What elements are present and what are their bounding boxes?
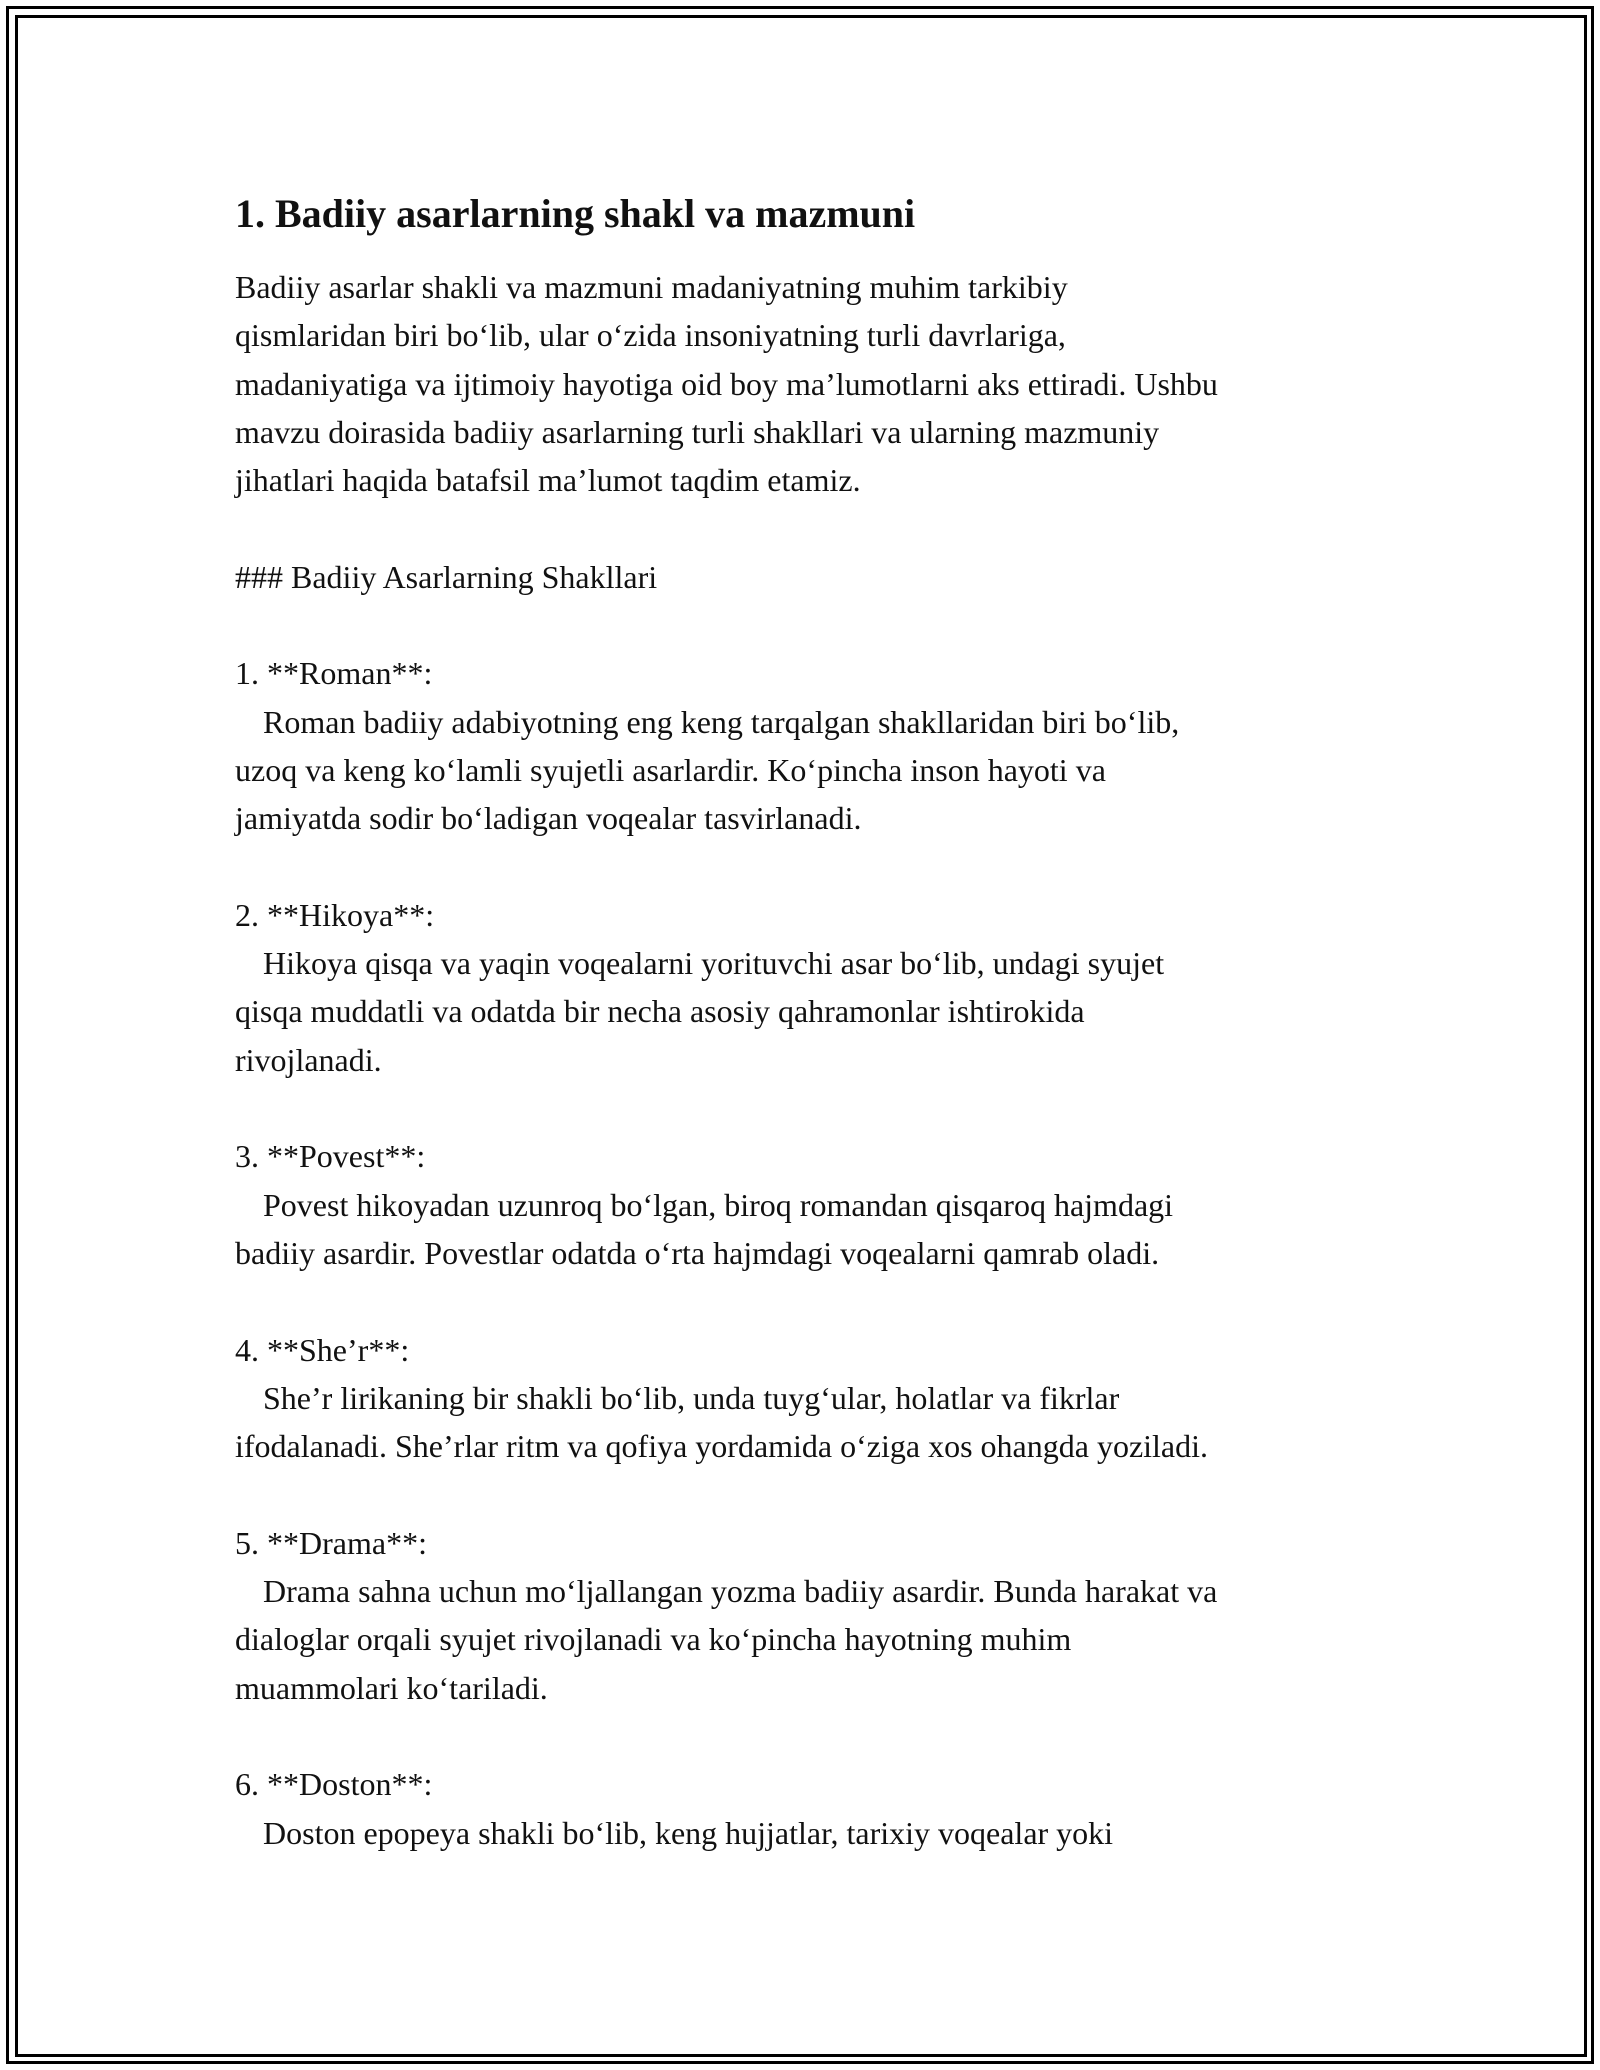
list-item-heading: 5. **Drama**: <box>235 1524 427 1561</box>
list-item-line: Hikoya qisqa va yaqin voqealarni yorituvchi asar bo‘lib, undagi syujet <box>263 945 1165 982</box>
section-heading: ### Badiiy Asarlarning Shakllari <box>235 558 658 595</box>
list-item-line: She’r lirikaning bir shakli bo‘lib, unda tuyg‘ular, holatlar va fikrlar <box>263 1379 1120 1416</box>
list-item-heading: 4. **She’r**: <box>235 1331 410 1368</box>
document-body <box>235 185 1365 1857</box>
list-item-line: Roman badiiy adabiyotning eng keng tarqalgan shakllaridan biri bo‘lib, <box>263 703 1180 740</box>
list-item-heading: 2. **Hikoya**: <box>235 896 435 933</box>
list-item-line: Doston epopeya shakli bo‘lib, keng hujjatlar, tarixiy voqealar yoki <box>263 1814 1114 1851</box>
list-item-drama <box>235 1519 1365 1712</box>
list-item-line: dialoglar orqali syujet rivojlanadi va ko‘pincha hayotning muhim <box>235 1621 1072 1658</box>
list-item-heading: 3. **Povest**: <box>235 1138 426 1175</box>
intro-line: jihatlari haqida batafsil ma’lumot taqdim etamiz. <box>235 462 861 499</box>
list-item-line: badiiy asardir. Povestlar odatda o‘rta hajmdagi voqealarni qamrab oladi. <box>235 1234 1160 1271</box>
list-item-line: uzoq va keng ko‘lamli syujetli asarlardir. Ko‘pincha inson hayoti va <box>235 751 1106 788</box>
list-item-heading: 6. **Doston**: <box>235 1766 433 1803</box>
list-item-hikoya <box>235 891 1365 1084</box>
intro-line: madaniyatiga va ijtimoiy hayotiga oid boy ma’lumotlarni aks ettiradi. Ushbu <box>235 365 1218 402</box>
list-item-line: muammolari ko‘tariladi. <box>235 1669 548 1706</box>
list-item-doston <box>235 1760 1365 1857</box>
intro-line: mavzu doirasida badiiy asarlarning turli shakllari va ularning mazmuniy <box>235 413 1160 450</box>
intro-line: qismlaridan biri bo‘lib, ular o‘zida insoniyatning turli davrlariga, <box>235 317 1066 354</box>
list-item-line: Povest hikoyadan uzunroq bo‘lgan, biroq romandan qisqaroq hajmdagi <box>263 1186 1174 1223</box>
document-title: 1. Badiiy asarlarning shakl va mazmuni <box>235 191 916 236</box>
intro-line: Badiiy asarlar shakli va mazmuni madaniyatning muhim tarkibiy <box>235 269 1068 305</box>
list-item-sher <box>235 1326 1365 1471</box>
list-item-line: Drama sahna uchun mo‘ljallangan yozma badiiy asardir. Bunda harakat va <box>263 1573 1218 1610</box>
list-item-povest <box>235 1132 1365 1277</box>
list-item-line: qisqa muddatli va odatda bir necha asosiy qahramonlar ishtirokida <box>235 993 1085 1030</box>
list-item-line: rivojlanadi. <box>235 1041 382 1078</box>
list-item-heading: 1. **Roman**: <box>235 655 433 692</box>
list-item-line: ifodalanadi. She’rlar ritm va qofiya yordamida o‘ziga xos ohangda yoziladi. <box>235 1428 1209 1465</box>
intro-paragraph <box>235 263 1365 504</box>
list-item-roman <box>235 649 1365 842</box>
list-item-line: jamiyatda sodir bo‘ladigan voqealar tasvirlanadi. <box>235 800 862 837</box>
